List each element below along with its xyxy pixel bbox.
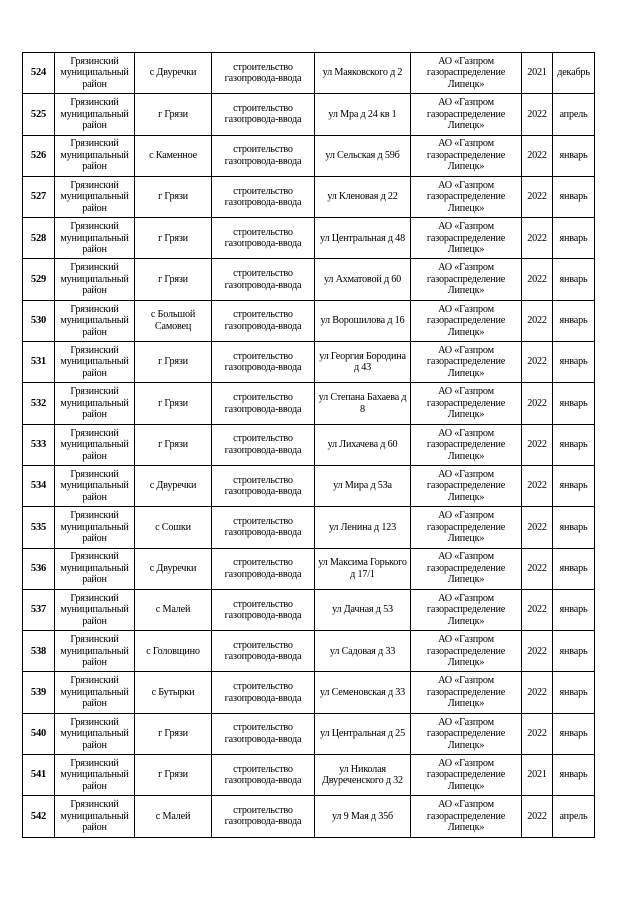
month-cell: январь	[553, 176, 595, 217]
settlement-cell: г Грязи	[135, 176, 212, 217]
district-cell: Грязинский муниципальный район	[55, 300, 135, 341]
address-cell: ул 9 Мая д 35б	[315, 796, 411, 837]
month-cell: январь	[553, 259, 595, 300]
row-number: 527	[23, 176, 55, 217]
address-cell: ул Ахматовой д 60	[315, 259, 411, 300]
work-type-cell: строительство газопровода-ввода	[212, 53, 315, 94]
year-cell: 2022	[522, 218, 553, 259]
organization-cell: АО «Газпром газораспределение Липецк»	[411, 300, 522, 341]
row-number: 537	[23, 589, 55, 630]
row-number: 531	[23, 342, 55, 383]
address-cell: ул Семеновская д 33	[315, 672, 411, 713]
year-cell: 2022	[522, 796, 553, 837]
organization-cell: АО «Газпром газораспределение Липецк»	[411, 755, 522, 796]
year-cell: 2022	[522, 713, 553, 754]
year-cell: 2022	[522, 135, 553, 176]
district-cell: Грязинский муниципальный район	[55, 94, 135, 135]
district-cell: Грязинский муниципальный район	[55, 589, 135, 630]
work-type-cell: строительство газопровода-ввода	[212, 631, 315, 672]
district-cell: Грязинский муниципальный район	[55, 424, 135, 465]
month-cell: январь	[553, 548, 595, 589]
settlement-cell: с Двуречки	[135, 548, 212, 589]
settlement-cell: г Грязи	[135, 755, 212, 796]
row-number: 542	[23, 796, 55, 837]
organization-cell: АО «Газпром газораспределение Липецк»	[411, 589, 522, 630]
settlement-cell: с Бутырки	[135, 672, 212, 713]
table-row	[23, 135, 595, 176]
month-cell: апрель	[553, 796, 595, 837]
work-type-cell: строительство газопровода-ввода	[212, 548, 315, 589]
organization-cell: АО «Газпром газораспределение Липецк»	[411, 507, 522, 548]
table-row	[23, 424, 595, 465]
table-body	[23, 53, 595, 838]
settlement-cell: г Грязи	[135, 218, 212, 259]
district-cell: Грязинский муниципальный район	[55, 383, 135, 424]
month-cell: январь	[553, 589, 595, 630]
settlement-cell: с Большой Самовец	[135, 300, 212, 341]
month-cell: январь	[553, 342, 595, 383]
row-number: 528	[23, 218, 55, 259]
row-number: 539	[23, 672, 55, 713]
table-row	[23, 176, 595, 217]
work-type-cell: строительство газопровода-ввода	[212, 507, 315, 548]
table-row	[23, 259, 595, 300]
table-row	[23, 465, 595, 506]
year-cell: 2022	[522, 94, 553, 135]
organization-cell: АО «Газпром газораспределение Липецк»	[411, 342, 522, 383]
row-number: 525	[23, 94, 55, 135]
month-cell: январь	[553, 507, 595, 548]
work-type-cell: строительство газопровода-ввода	[212, 465, 315, 506]
address-cell: ул Мра д 24 кв 1	[315, 94, 411, 135]
month-cell: январь	[553, 300, 595, 341]
address-cell: ул Ворошилова д 16	[315, 300, 411, 341]
month-cell: декабрь	[553, 53, 595, 94]
year-cell: 2022	[522, 548, 553, 589]
settlement-cell: с Сошки	[135, 507, 212, 548]
organization-cell: АО «Газпром газораспределение Липецк»	[411, 176, 522, 217]
month-cell: январь	[553, 218, 595, 259]
year-cell: 2021	[522, 755, 553, 796]
work-type-cell: строительство газопровода-ввода	[212, 755, 315, 796]
table-row	[23, 383, 595, 424]
work-type-cell: строительство газопровода-ввода	[212, 424, 315, 465]
district-cell: Грязинский муниципальный район	[55, 218, 135, 259]
settlement-cell: с Двуречки	[135, 465, 212, 506]
month-cell: январь	[553, 631, 595, 672]
year-cell: 2022	[522, 424, 553, 465]
table-row	[23, 589, 595, 630]
year-cell: 2021	[522, 53, 553, 94]
work-type-cell: строительство газопровода-ввода	[212, 672, 315, 713]
row-number: 532	[23, 383, 55, 424]
work-type-cell: строительство газопровода-ввода	[212, 176, 315, 217]
organization-cell: АО «Газпром газораспределение Липецк»	[411, 53, 522, 94]
settlement-cell: г Грязи	[135, 94, 212, 135]
year-cell: 2022	[522, 589, 553, 630]
organization-cell: АО «Газпром газораспределение Липецк»	[411, 465, 522, 506]
month-cell: январь	[553, 383, 595, 424]
row-number: 529	[23, 259, 55, 300]
organization-cell: АО «Газпром газораспределение Липецк»	[411, 548, 522, 589]
month-cell: январь	[553, 465, 595, 506]
organization-cell: АО «Газпром газораспределение Липецк»	[411, 631, 522, 672]
organization-cell: АО «Газпром газораспределение Липецк»	[411, 383, 522, 424]
row-number: 534	[23, 465, 55, 506]
year-cell: 2022	[522, 465, 553, 506]
district-cell: Грязинский муниципальный район	[55, 176, 135, 217]
month-cell: январь	[553, 135, 595, 176]
row-number: 535	[23, 507, 55, 548]
district-cell: Грязинский муниципальный район	[55, 507, 135, 548]
district-cell: Грязинский муниципальный район	[55, 465, 135, 506]
month-cell: апрель	[553, 94, 595, 135]
year-cell: 2022	[522, 342, 553, 383]
month-cell: январь	[553, 755, 595, 796]
month-cell: январь	[553, 424, 595, 465]
table-row	[23, 507, 595, 548]
table-row	[23, 342, 595, 383]
row-number: 538	[23, 631, 55, 672]
district-cell: Грязинский муниципальный район	[55, 342, 135, 383]
month-cell: январь	[553, 713, 595, 754]
row-number: 530	[23, 300, 55, 341]
organization-cell: АО «Газпром газораспределение Липецк»	[411, 259, 522, 300]
settlement-cell: с Малей	[135, 589, 212, 630]
work-type-cell: строительство газопровода-ввода	[212, 218, 315, 259]
year-cell: 2022	[522, 259, 553, 300]
year-cell: 2022	[522, 176, 553, 217]
district-cell: Грязинский муниципальный район	[55, 135, 135, 176]
table-row	[23, 300, 595, 341]
work-type-cell: строительство газопровода-ввода	[212, 94, 315, 135]
year-cell: 2022	[522, 631, 553, 672]
district-cell: Грязинский муниципальный район	[55, 796, 135, 837]
address-cell: ул Кленовая д 22	[315, 176, 411, 217]
work-type-cell: строительство газопровода-ввода	[212, 342, 315, 383]
work-type-cell: строительство газопровода-ввода	[212, 383, 315, 424]
address-cell: ул Мира д 53а	[315, 465, 411, 506]
address-cell: ул Максима Горького д 17/1	[315, 548, 411, 589]
district-cell: Грязинский муниципальный район	[55, 53, 135, 94]
address-cell: ул Садовая д 33	[315, 631, 411, 672]
year-cell: 2022	[522, 672, 553, 713]
organization-cell: АО «Газпром газораспределение Липецк»	[411, 672, 522, 713]
district-cell: Грязинский муниципальный район	[55, 755, 135, 796]
work-type-cell: строительство газопровода-ввода	[212, 796, 315, 837]
address-cell: ул Центральная д 25	[315, 713, 411, 754]
settlement-cell: г Грязи	[135, 259, 212, 300]
district-cell: Грязинский муниципальный район	[55, 259, 135, 300]
year-cell: 2022	[522, 300, 553, 341]
work-type-cell: строительство газопровода-ввода	[212, 135, 315, 176]
document-page	[22, 52, 594, 838]
settlement-cell: г Грязи	[135, 383, 212, 424]
month-cell: январь	[553, 672, 595, 713]
organization-cell: АО «Газпром газораспределение Липецк»	[411, 218, 522, 259]
settlement-cell: с Каменное	[135, 135, 212, 176]
work-type-cell: строительство газопровода-ввода	[212, 713, 315, 754]
table-row	[23, 755, 595, 796]
table-row	[23, 53, 595, 94]
table-row	[23, 631, 595, 672]
table-row	[23, 672, 595, 713]
district-cell: Грязинский муниципальный район	[55, 672, 135, 713]
work-type-cell: строительство газопровода-ввода	[212, 259, 315, 300]
address-cell: ул Георгия Бородина д 43	[315, 342, 411, 383]
row-number: 526	[23, 135, 55, 176]
district-cell: Грязинский муниципальный район	[55, 631, 135, 672]
table-row	[23, 218, 595, 259]
address-cell: ул Маяковского д 2	[315, 53, 411, 94]
address-cell: ул Лихачева д 60	[315, 424, 411, 465]
organization-cell: АО «Газпром газораспределение Липецк»	[411, 713, 522, 754]
table-row	[23, 713, 595, 754]
row-number: 524	[23, 53, 55, 94]
settlement-cell: с Малей	[135, 796, 212, 837]
year-cell: 2022	[522, 383, 553, 424]
address-cell: ул Центральная д 48	[315, 218, 411, 259]
address-cell: ул Николая Двуреченского д 32	[315, 755, 411, 796]
address-cell: ул Степана Бахаева д 8	[315, 383, 411, 424]
address-cell: ул Ленина д 123	[315, 507, 411, 548]
work-type-cell: строительство газопровода-ввода	[212, 589, 315, 630]
district-cell: Грязинский муниципальный район	[55, 548, 135, 589]
year-cell: 2022	[522, 507, 553, 548]
row-number: 540	[23, 713, 55, 754]
settlement-cell: с Двуречки	[135, 53, 212, 94]
work-type-cell: строительство газопровода-ввода	[212, 300, 315, 341]
organization-cell: АО «Газпром газораспределение Липецк»	[411, 135, 522, 176]
row-number: 541	[23, 755, 55, 796]
district-cell: Грязинский муниципальный район	[55, 713, 135, 754]
table-row	[23, 548, 595, 589]
address-cell: ул Дачная д 53	[315, 589, 411, 630]
table-row	[23, 94, 595, 135]
row-number: 533	[23, 424, 55, 465]
settlement-cell: г Грязи	[135, 424, 212, 465]
address-cell: ул Сельская д 59б	[315, 135, 411, 176]
organization-cell: АО «Газпром газораспределение Липецк»	[411, 796, 522, 837]
settlement-cell: г Грязи	[135, 342, 212, 383]
row-number: 536	[23, 548, 55, 589]
organization-cell: АО «Газпром газораспределение Липецк»	[411, 424, 522, 465]
table-row	[23, 796, 595, 837]
organization-cell: АО «Газпром газораспределение Липецк»	[411, 94, 522, 135]
settlement-cell: г Грязи	[135, 713, 212, 754]
settlement-cell: с Головщино	[135, 631, 212, 672]
gasification-table	[22, 52, 595, 838]
